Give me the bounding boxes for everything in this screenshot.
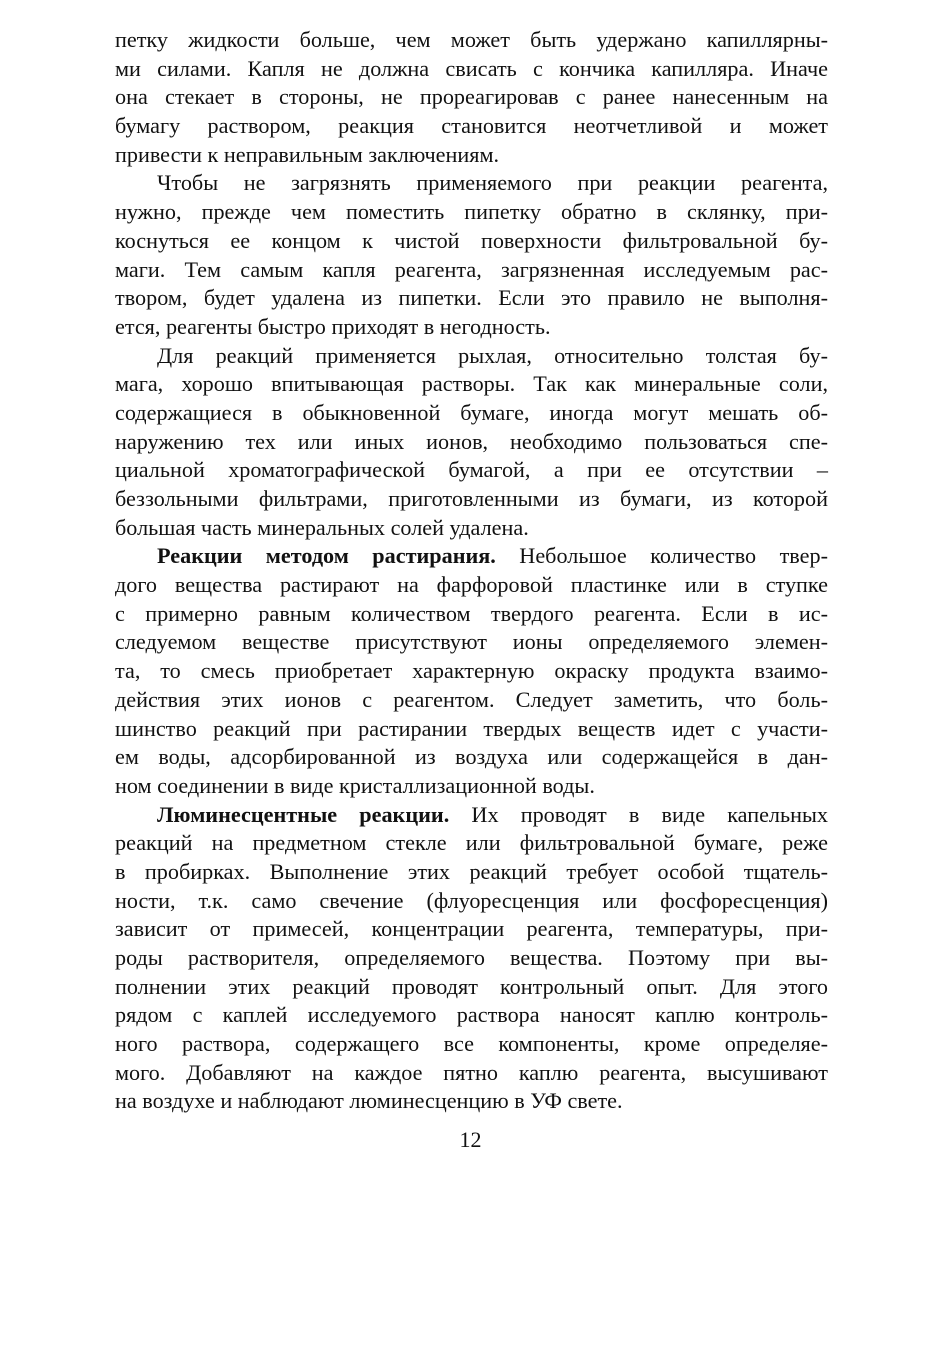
text-line: коснуться ее концом к чистой поверхности фильтровальной бу-	[115, 227, 828, 253]
paragraph-3	[115, 342, 828, 543]
text-line: мого. Добавляют на каждое пятно каплю реагента, высушивают	[115, 1059, 828, 1085]
text-line: большая часть минеральных солей удалена.	[115, 514, 529, 540]
text-line: маги. Тем самым капля реагента, загрязненная исследуемым рас-	[115, 256, 828, 282]
page-number: 12	[459, 1127, 482, 1152]
text-line: она стекает в стороны, не прореагировав с ранее нанесенным на	[115, 84, 828, 110]
page-body	[115, 26, 828, 1116]
paragraph-heading: Реакции методом растирания.	[157, 543, 496, 569]
text-line: рядом с каплей исследуемого раствора наносят каплю контроль-	[115, 1002, 828, 1028]
text-run: Небольшое количество твер-	[495, 543, 828, 569]
text-line	[115, 542, 828, 571]
paragraph-2	[115, 169, 828, 341]
text-line: Для реакций применяется рыхлая, относительно толстая бу-	[157, 342, 828, 368]
text-line: бумагу раствором, реакция становится неотчетливой и может	[115, 113, 828, 139]
text-line: та, то смесь приобретает характерную окраску продукта взаимо-	[115, 658, 828, 684]
text-line: привести к неправильным заключениям.	[115, 141, 500, 167]
text-line: ном соединении в виде кристаллизационной воды.	[115, 772, 595, 798]
text-line: на воздухе и наблюдают люминесценцию в УФ свете.	[115, 1088, 623, 1114]
paragraph-1	[115, 26, 828, 169]
text-line: действия этих ионов с реагентом. Следует заметить, что боль-	[115, 686, 828, 712]
text-line: шинство реакций при растирании твердых веществ идет с участи-	[115, 715, 828, 741]
text-line: с примерно равным количеством твердого реагента. Если в ис-	[115, 600, 828, 626]
text-line: зависит от примесей, концентрации реагента, температуры, при-	[115, 916, 828, 942]
text-line: мага, хорошо впитывающая растворы. Так как минеральные соли,	[115, 371, 828, 397]
text-line: циальной хроматографической бумагой, а при ее отсутствии –	[115, 457, 828, 483]
text-line: ется, реагенты быстро приходят в негодность.	[115, 313, 551, 339]
text-line	[115, 801, 828, 830]
text-line: Чтобы не загрязнять применяемого при реакции реагента,	[157, 170, 828, 196]
text-line: ности, т.к. само свечение (флуоресценция или фосфоресценция)	[115, 887, 828, 913]
paragraph-4	[115, 542, 828, 800]
text-line: ми силами. Капля не должна свисать с кончика капилляра. Иначе	[115, 55, 828, 81]
text-line: нужно, прежде чем поместить пипетку обратно в склянку, при-	[115, 199, 828, 225]
text-line: роды растворителя, определяемого вещества. Поэтому при вы-	[115, 945, 828, 970]
text-line: в пробирках. Выполнение этих реакций требует особой тщатель-	[115, 858, 828, 884]
text-line: ем воды, адсорбированной из воздуха или содержащейся в дан-	[115, 744, 828, 770]
text-line: наружению тех или иных ионов, необходимо пользоваться спе-	[115, 428, 828, 454]
text-line: дого вещества растирают на фарфоровой пластинке или в ступке	[115, 572, 828, 598]
paragraph-heading: Люминесцентные реакции.	[157, 801, 450, 827]
text-line: полнении этих реакций проводят контрольный опыт. Для этого	[115, 973, 828, 999]
text-line: ного раствора, содержащего все компоненты, кроме определяе-	[115, 1031, 828, 1057]
text-line: петку жидкости больше, чем может быть удержано капиллярны-	[115, 27, 828, 52]
text-line: беззольными фильтрами, приготовленными из бумаги, из которой	[115, 486, 828, 511]
text-line: содержащиеся в обыкновенной бумаге, иногда могут мешать об-	[115, 399, 828, 425]
text-line: следуемом веществе присутствуют ионы определяемого элемен-	[115, 629, 828, 655]
text-line: реакций на предметном стекле или фильтровальной бумаге, реже	[115, 830, 828, 856]
text-run: Их проводят в виде капельных	[449, 801, 828, 827]
text-line: твором, будет удалена из пипетки. Если это правило не выполня-	[115, 285, 828, 311]
paragraph-5	[115, 801, 828, 1117]
